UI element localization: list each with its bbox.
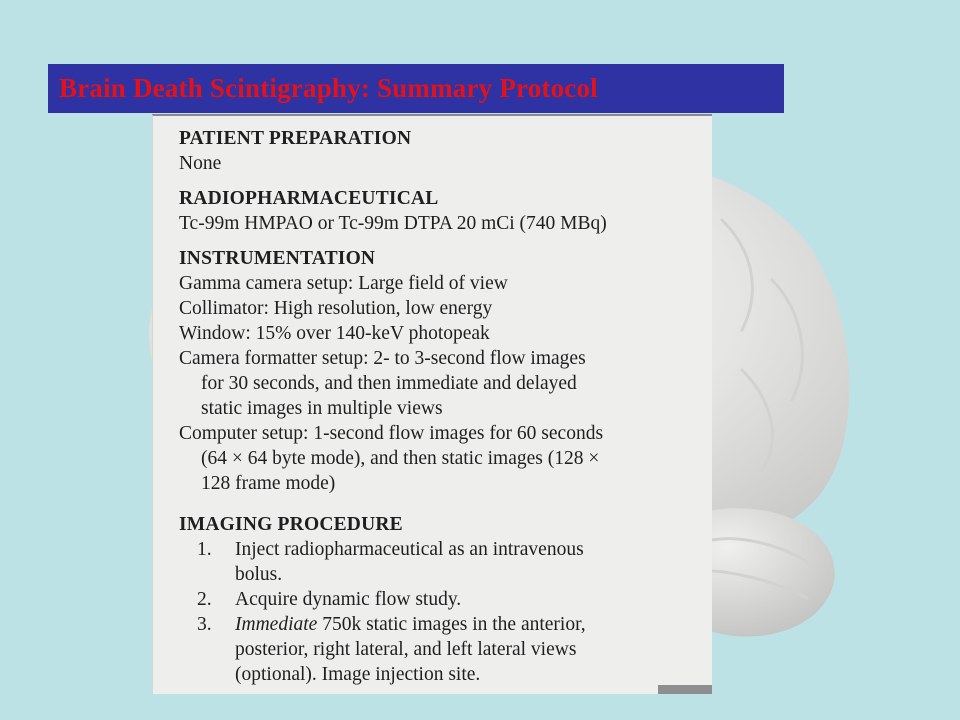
step-text-cont: (optional). Image injection site. <box>235 664 481 685</box>
protocol-table-image <box>152 114 712 694</box>
imaging-procedure-heading: IMAGING PROCEDURE <box>179 514 403 535</box>
instrumentation-item-collimator: Collimator: High resolution, low energy <box>179 298 493 319</box>
instrumentation-item-gamma-camera: Gamma camera setup: Large field of view <box>179 273 508 294</box>
patient-preparation-text: None <box>179 153 222 174</box>
step-text: Acquire dynamic flow study. <box>235 589 462 610</box>
instrumentation-item-computer-setup-cont: (64 × 64 byte mode), and then static images (128 × <box>201 448 600 469</box>
instrumentation-item-camera-formatter-cont: for 30 seconds, and then immediate and delayed <box>201 373 577 394</box>
instrumentation-item-computer-setup-cont: 128 frame mode) <box>201 473 336 494</box>
instrumentation-heading: INSTRUMENTATION <box>179 248 376 269</box>
step-number: 2. <box>197 589 212 610</box>
protocol-content <box>179 126 709 687</box>
instrumentation-item-computer-setup: Computer setup: 1-second flow images for 60 seconds <box>179 423 604 444</box>
procedure-step <box>179 612 709 637</box>
step-text: Inject radiopharmaceutical as an intravenous <box>235 539 584 560</box>
procedure-step <box>179 537 709 562</box>
radiopharmaceutical-text: Tc-99m HMPAO or Tc-99m DTPA 20 mCi (740 MBq) <box>179 213 607 234</box>
slide-title: Brain Death Scintigraphy: Summary Protocol <box>59 73 598 103</box>
slide-title-bar <box>48 64 784 113</box>
instrumentation-item-window: Window: 15% over 140-keV photopeak <box>179 323 490 344</box>
step-emphasis: Immediate <box>235 614 318 635</box>
patient-preparation-heading: PATIENT PREPARATION <box>179 128 412 149</box>
step-text-cont: bolus. <box>235 564 283 585</box>
step-number: 3. <box>197 614 212 635</box>
radiopharmaceutical-heading: RADIOPHARMACEUTICAL <box>179 188 439 209</box>
step-text-cont: posterior, right lateral, and left lateral views <box>235 639 577 660</box>
image-corner-grip <box>658 685 712 694</box>
instrumentation-item-camera-formatter: Camera formatter setup: 2- to 3-second flow images <box>179 348 586 369</box>
instrumentation-item-camera-formatter-cont: static images in multiple views <box>201 398 443 419</box>
procedure-step <box>179 587 709 612</box>
step-text-rest: 750k static images in the anterior, <box>317 614 586 635</box>
step-number: 1. <box>197 539 212 560</box>
step-text <box>235 612 586 637</box>
